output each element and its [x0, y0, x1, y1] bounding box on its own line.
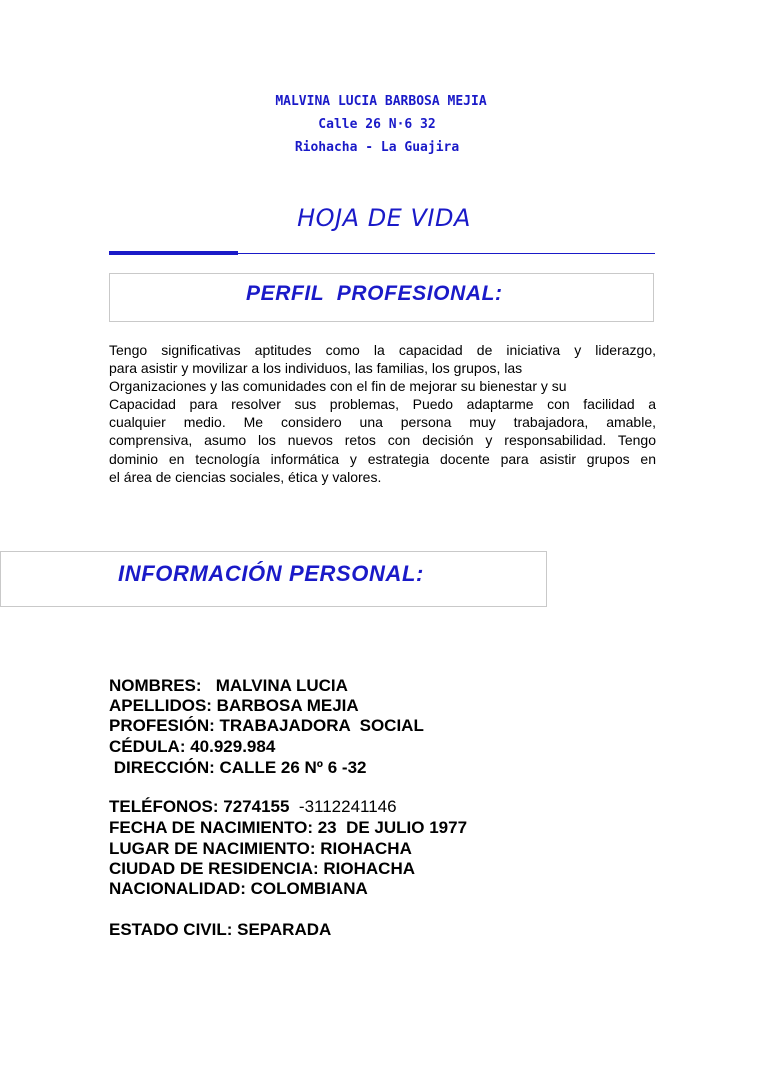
- field-telefonos: [109, 797, 397, 817]
- perfil-line: dominio en tecnología informática y estrategia docente para asistir grupos en: [109, 450, 656, 467]
- perfil-line: cualquier medio. Me considero una persona muy trabajadora, amable,: [109, 414, 656, 431]
- field-apellidos: APELLIDOS: BARBOSA MEJIA: [109, 696, 359, 715]
- perfil-paragraph: [109, 341, 656, 486]
- field-cedula: CÉDULA: 40.929.984: [109, 737, 276, 756]
- perfil-line: Tengo significativas aptitudes como la capacidad de iniciativa y liderazgo,: [109, 342, 656, 358]
- perfil-line: el área de ciencias sociales, ética y valores.: [109, 468, 382, 485]
- perfil-line: comprensiva, asumo los nuevos retos con decisión y responsabilidad. Tengo: [109, 432, 656, 449]
- title-rule-thin: [238, 253, 655, 254]
- header-address: Calle 26 N·6 32: [318, 117, 436, 132]
- perfil-line: Capacidad para resolver sus problemas, Puedo adaptarme con facilidad a: [109, 396, 656, 413]
- field-profesion: PROFESIÓN: TRABAJADORA SOCIAL: [109, 716, 424, 735]
- perfil-line: Organizaciones y las comunidades con el fin de mejorar su bienestar y su: [109, 378, 567, 395]
- field-nombres: NOMBRES: MALVINA LUCIA: [109, 676, 348, 695]
- telefonos-label: TELÉFONOS: 7274155: [109, 797, 299, 816]
- document-title: HOJA DE VIDA: [297, 204, 471, 232]
- field-direccion: DIRECCIÓN: CALLE 26 Nº 6 -32: [109, 758, 367, 777]
- field-ciudad-residencia: CIUDAD DE RESIDENCIA: RIOHACHA: [109, 859, 416, 878]
- field-estado-civil: ESTADO CIVIL: SEPARADA: [109, 920, 332, 939]
- info-title: INFORMACIÓN PERSONAL:: [118, 561, 424, 586]
- telefonos-extra: -3112241146: [298, 797, 397, 816]
- header-city: Riohacha - La Guajira: [294, 140, 460, 155]
- field-lugar-nacimiento: LUGAR DE NACIMIENTO: RIOHACHA: [109, 839, 412, 858]
- field-fecha-nacimiento: FECHA DE NACIMIENTO: 23 DE JULIO 1977: [109, 818, 468, 837]
- perfil-title: PERFIL PROFESIONAL:: [246, 282, 503, 305]
- header-name: MALVINA LUCIA BARBOSA MEJIA: [275, 94, 487, 109]
- perfil-line: para asistir y movilizar a los individuos, las familias, los grupos, las: [109, 360, 523, 377]
- field-nacionalidad: NACIONALIDAD: COLOMBIANA: [109, 879, 368, 898]
- title-rule-thick: [109, 251, 238, 255]
